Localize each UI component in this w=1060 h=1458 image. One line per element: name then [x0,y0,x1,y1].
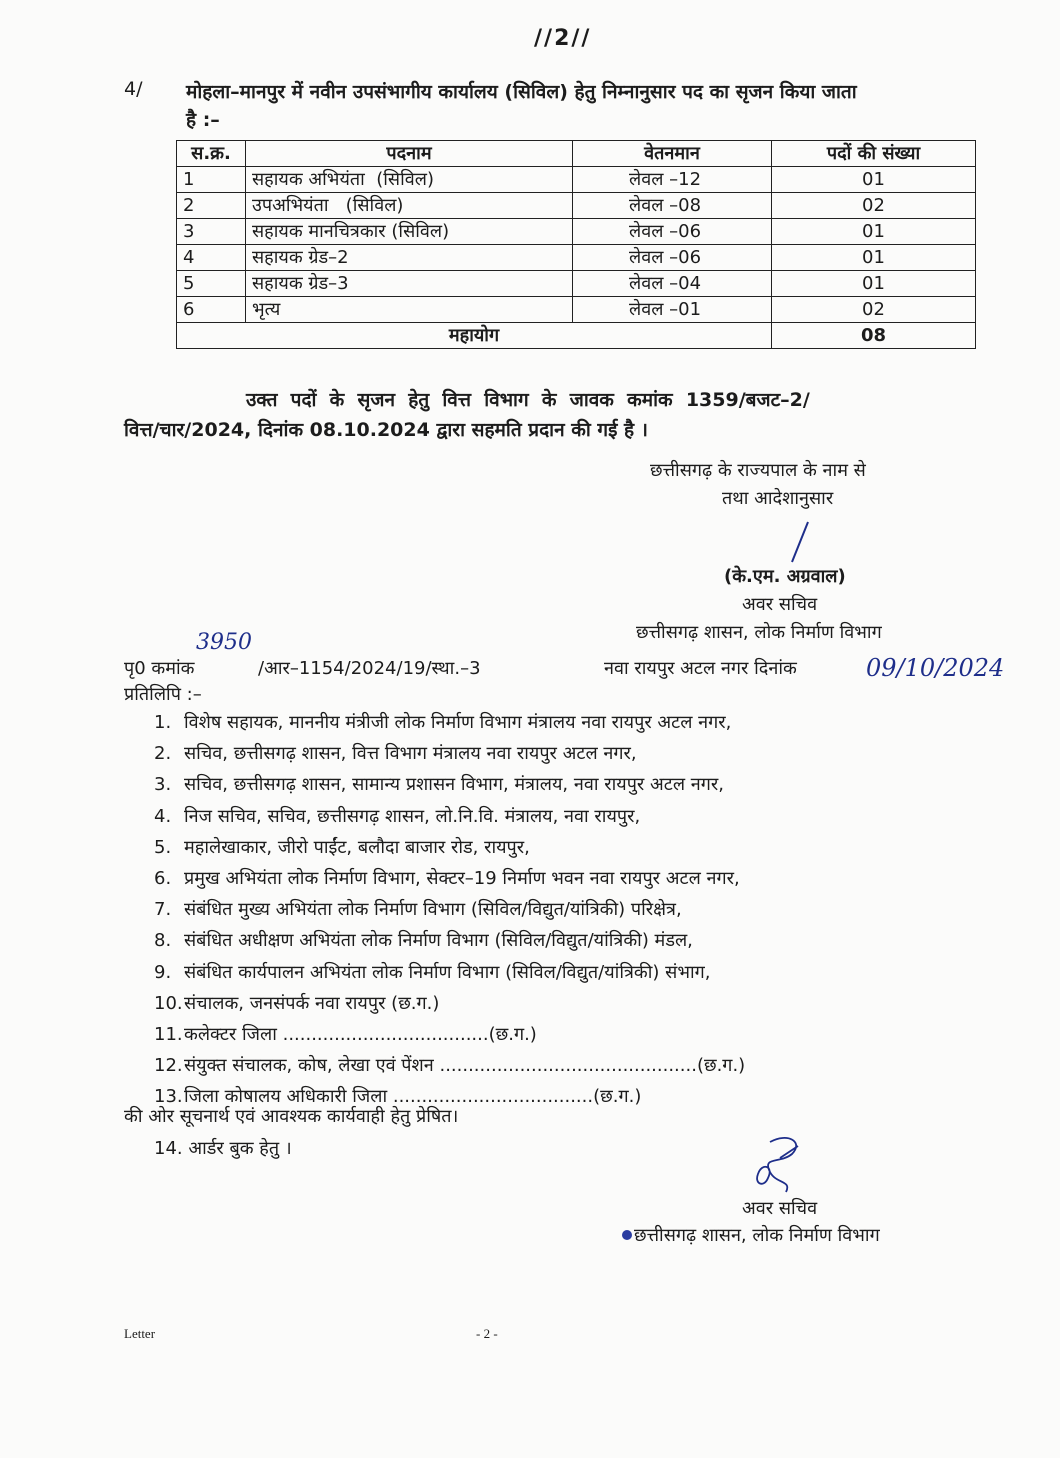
list-item-number: 11. [154,1023,183,1045]
table-row [177,167,976,193]
cell-post-count: 01 [772,219,976,245]
total-label: महायोग [177,323,772,349]
list-item [154,957,745,988]
table-row [177,193,976,219]
cell-post-count: 01 [772,245,976,271]
list-item-number: 7. [154,899,172,921]
ink-dot-icon [622,1230,632,1240]
copy-label: प्रतिलिपि :– [124,684,202,705]
cell-post-name: सहायक मानचित्रकार (सिविल) [246,219,573,245]
header-pay-scale: वेतनमान [573,141,772,167]
table-row [177,297,976,323]
cell-pay-scale: लेवल –08 [573,193,772,219]
list-item-number: 12. [154,1055,183,1077]
list-item-text: सचिव, छत्तीसगढ़ शासन, वित्त विभाग मंत्रालय नवा रायपुर अटल नगर, [184,743,637,765]
cell-serial: 2 [177,193,246,219]
table-row [177,219,976,245]
signature-stroke-icon [788,520,812,564]
list-item [154,801,745,832]
cell-pay-scale: लेवल –06 [573,245,772,271]
para-line-1: मोहला–मानपुर में नवीन उपसंभागीय कार्यालय (सिविल) हेतु निम्नानुसार पद का सृजन किया जाता [186,81,857,103]
list-item [154,925,745,956]
list-item-number: 4. [154,805,172,827]
endorsement-prefix: पृ0 कमांक [124,658,195,679]
cell-pay-scale: लेवल –01 [573,297,772,323]
header-post-name: पदनाम [246,141,573,167]
list-item [154,1019,745,1050]
cell-post-count: 02 [772,297,976,323]
list-item [154,1050,745,1081]
file-reference: /आर–1154/2024/19/स्था.–3 [258,658,481,679]
cell-post-name: सहायक अभियंता (सिविल) [246,167,573,193]
list-item-number: 10. [154,992,183,1014]
cell-post-name: सहायक ग्रेड–2 [246,245,573,271]
header-post-count: पदों की संख्या [772,141,976,167]
list-item-text: संबंधित अधीक्षण अभियंता लोक निर्माण विभाग (सिविल/विद्युत/यांत्रिकी) मंडल, [184,930,693,952]
list-item [154,738,745,769]
handwritten-number: 3950 [196,630,252,655]
cell-pay-scale: लेवल –06 [573,219,772,245]
para-number: 4/ [124,78,143,100]
list-item-text: जिला कोषालय अधिकारी जिला ...................................(छ.ग.) [184,1086,642,1108]
copy-list [154,707,745,1112]
list-item-text: सचिव, छत्तीसगढ़ शासन, सामान्य प्रशासन विभाग, मंत्रालय, नवा रायपुर अटल नगर, [184,774,724,796]
table-row [177,245,976,271]
forward-note: की ओर सूचनार्थ एवं आवश्यक कार्यवाही हेतु प्रेषित। [124,1106,459,1127]
list-item-text: निज सचिव, सचिव, छत्तीसगढ़ शासन, लो.नि.वि. मंत्रालय, नवा रायपुर, [184,805,641,827]
list-item-number: 9. [154,961,172,983]
page-marker: //2// [534,26,592,51]
para-line-2: है :– [186,109,220,131]
cell-serial: 3 [177,219,246,245]
cell-serial: 5 [177,271,246,297]
list-item-number: 13. [154,1086,183,1108]
list-item [154,707,745,738]
list-item-number: 2. [154,743,172,765]
sign-line-1: छत्तीसगढ़ के राज्यपाल के नाम से [650,460,866,481]
cell-post-name: भृत्य [246,297,573,323]
place-date-label: नवा रायपुर अटल नगर दिनांक [604,658,797,679]
header-serial: स.क्र. [177,141,246,167]
cell-pay-scale: लेवल –12 [573,167,772,193]
footer-page-number: - 2 - [476,1326,498,1341]
cell-post-count: 01 [772,271,976,297]
footer-signatory-department: छत्तीसगढ़ शासन, लोक निर्माण विभाग [634,1225,880,1246]
handwritten-signature-icon [740,1134,810,1200]
list-item-text: संयुक्त संचालक, कोष, लेखा एवं पेंशन .............................................(छ.ग.) [184,1055,746,1077]
cell-serial: 4 [177,245,246,271]
list-item-text: कलेक्टर जिला ....................................(छ.ग.) [184,1023,537,1045]
list-item [154,769,745,800]
list-item-number: 8. [154,930,172,952]
list-item-text: संबंधित मुख्य अभियंता लोक निर्माण विभाग (सिविल/विद्युत/यांत्रिकी) परिक्षेत्र, [184,899,682,921]
signatory-department: छत्तीसगढ़ शासन, लोक निर्माण विभाग [636,622,882,643]
table-total-row [177,323,976,349]
order-book-item: 14. आर्डर बुक हेतु । [154,1138,292,1159]
cell-post-count: 02 [772,193,976,219]
list-item [154,894,745,925]
cell-post-count: 01 [772,167,976,193]
total-value: 08 [772,323,976,349]
list-item-number: 1. [154,712,172,733]
signatory-designation: अवर सचिव [742,594,818,615]
posts-table [176,140,976,349]
table-row [177,271,976,297]
list-item [154,863,745,894]
table-header-row [177,141,976,167]
list-item-number: 6. [154,867,172,889]
consent-line-2: वित्त/चार/2024, दिनांक 08.10.2024 द्वारा सहमति प्रदान की गई है । [124,419,648,441]
handwritten-date: 09/10/2024 [866,654,1005,682]
list-item [154,832,745,863]
consent-line-1: उक्त पदों के सृजन हेतु वित्त विभाग के जावक कमांक 1359/बजट–2/ [246,389,810,411]
cell-serial: 6 [177,297,246,323]
footer-left: Letter [124,1326,156,1341]
cell-post-name: सहायक ग्रेड–3 [246,271,573,297]
cell-pay-scale: लेवल –04 [573,271,772,297]
list-item-text: संचालक, जनसंपर्क नवा रायपुर (छ.ग.) [184,992,440,1014]
list-item-number: 3. [154,774,172,796]
cell-post-name: उपअभियंता (सिविल) [246,193,573,219]
list-item [154,988,745,1019]
list-item-text: संबंधित कार्यपालन अभियंता लोक निर्माण विभाग (सिविल/विद्युत/यांत्रिकी) संभाग, [184,961,711,983]
footer-signatory-designation: अवर सचिव [742,1198,818,1219]
sign-line-2: तथा आदेशानुसार [722,488,834,509]
cell-serial: 1 [177,167,246,193]
list-item-text: महालेखाकार, जीरो पाईंट, बलौदा बाजार रोड, रायपुर, [184,836,530,858]
list-item-text: विशेष सहायक, माननीय मंत्रीजी लोक निर्माण विभाग मंत्रालय नवा रायपुर अटल नगर, [184,712,732,733]
list-item-text: प्रमुख अभियंता लोक निर्माण विभाग, सेक्टर–19 निर्माण भवन नवा रायपुर अटल नगर, [184,867,740,889]
list-item-number: 5. [154,836,172,858]
signatory-name: (के.एम. अग्रवाल) [724,566,846,587]
